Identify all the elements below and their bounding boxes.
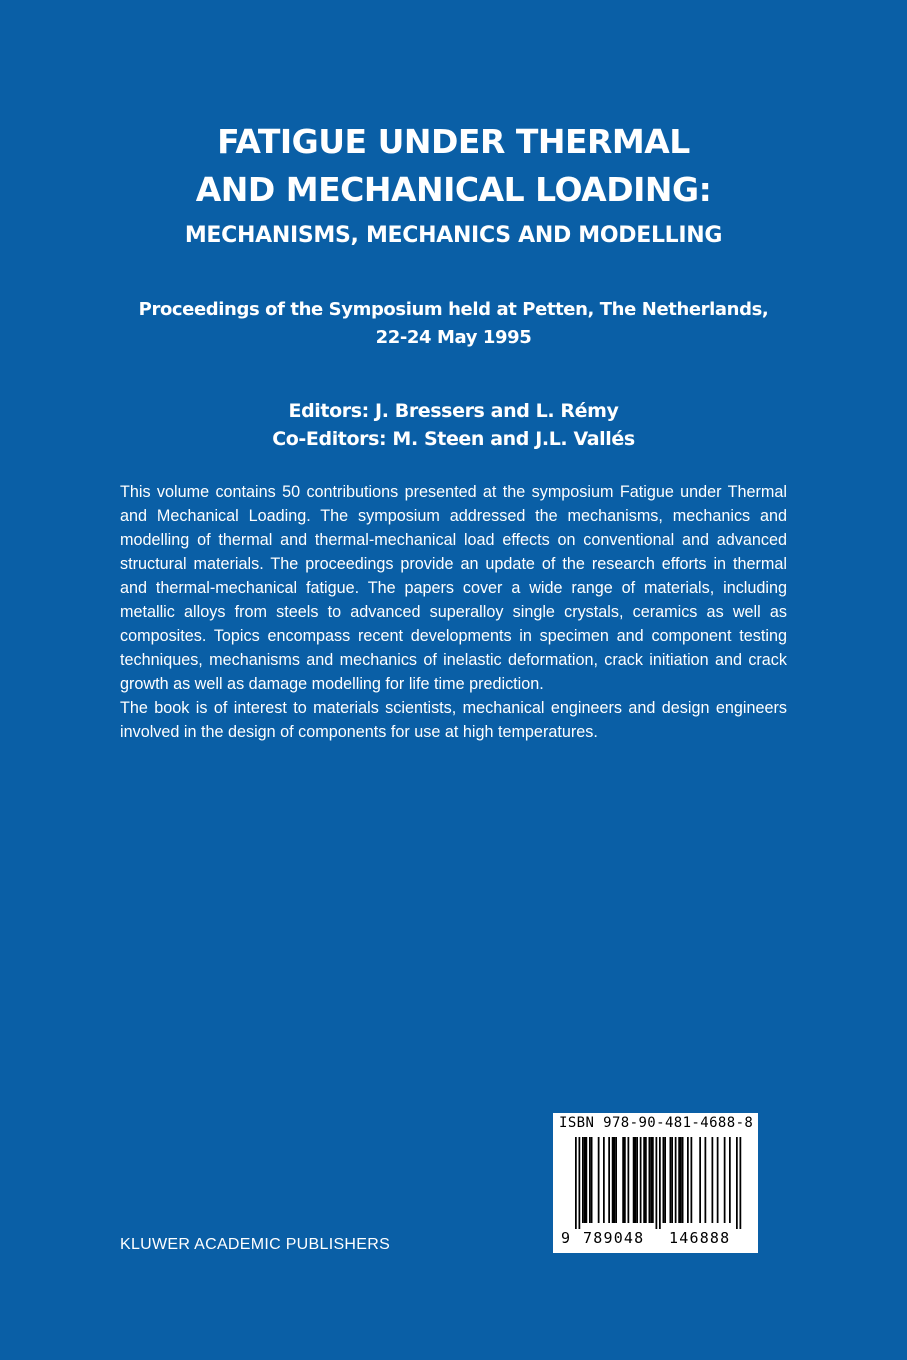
barcode-bar [584,1137,586,1223]
barcode-bar [591,1137,593,1223]
ean-digits [553,1229,758,1251]
barcode-bar [699,1137,701,1223]
barcode-bar [680,1137,682,1223]
barcode-bar [628,1137,630,1223]
barcode-bars [553,1137,758,1229]
barcode-bar [589,1137,591,1223]
proceedings-dates: 22-24 May 1995 [375,327,532,348]
barcode-bar [659,1137,661,1229]
barcode-bar [652,1137,654,1223]
co-editors-line: Co-Editors: M. Steen and J.L. Vallés [272,428,635,450]
barcode-bar [612,1137,614,1223]
barcode-bar [598,1137,600,1223]
barcode-bar [643,1137,645,1223]
barcode-bar [671,1137,673,1223]
book-subtitle: MECHANISMS, MECHANICS AND MODELLING [184,223,723,248]
ean-first-digit: 9 [561,1229,571,1247]
barcode-bar [691,1137,693,1223]
barcode-bar [678,1137,680,1223]
editors-block [0,397,907,453]
barcode-bar [687,1137,689,1223]
publisher-name: KLUWER ACADEMIC PUBLISHERS [120,1236,391,1253]
barcode-bar [622,1137,624,1223]
barcode-bar [645,1137,647,1223]
barcode-bar [650,1137,652,1223]
ean-right-group: 146888 [669,1229,731,1247]
ean-left-group: 789048 [583,1229,645,1247]
barcode-bar [608,1137,610,1223]
title-block [0,118,907,256]
barcode-bar [579,1137,581,1229]
book-title-line-1: FATIGUE UNDER THERMAL [217,122,690,161]
barcode-bar [740,1137,742,1229]
barcode-bar [640,1137,642,1223]
barcode-bar [633,1137,635,1223]
barcode-bar [614,1137,616,1223]
barcode-bar [712,1137,714,1223]
barcode-bar [729,1137,731,1223]
barcode-bar [705,1137,707,1223]
barcode-bar [636,1137,638,1223]
barcode-bar [736,1137,738,1229]
barcode-bar [575,1137,577,1229]
barcode-bar [717,1137,719,1223]
barcode-bar [603,1137,605,1223]
barcode-bar [624,1137,626,1223]
barcode-bar [649,1137,651,1223]
proceedings-line-1: Proceedings of the Symposium held at Petten, The Netherlands, [138,299,769,320]
isbn-barcode [553,1113,758,1253]
barcode-bar [664,1137,666,1223]
proceedings-info [0,296,907,352]
description-paragraph-2: The book is of interest to materials scientists, mechanical engineers and design engineers involved in the design of components for use at high temperatures. [120,699,787,741]
barcode-bar [582,1137,584,1223]
editors-line: Editors: J. Bressers and L. Rémy [288,400,619,422]
barcode-bar [615,1137,617,1223]
description-paragraph-1: This volume contains 50 contributions presented at the symposium Fatigue under Thermal and Mechanical Loading. The symposium addressed the mechanisms, mechanics and modelling of thermal and thermal-mechanical load effects on conventional and advanced structural materials. The proceedings provide an update of the research efforts in thermal and thermal-mechanical fatigue. The papers cover a wide range of materials, including metallic alloys from steels to advanced superalloy single crystals, ceramics as well as composites. Topics encompass recent developments in specimen and component testing techniques, mechanisms and mechanics of inelastic deformation, crack initiation and crack growth as well as damage modelling for life time prediction. [120,483,787,693]
barcode-bar [670,1137,672,1223]
barcode-bar [682,1137,684,1223]
book-title-line-2: AND MECHANICAL LOADING: [195,170,712,209]
barcode-bar [724,1137,726,1223]
barcode-bar [635,1137,637,1223]
book-description [120,480,787,744]
barcode-bar [656,1137,658,1229]
barcode-bar [675,1137,677,1223]
isbn-label: ISBN 978-90-481-4688-8 [559,1115,754,1131]
barcode-bar [663,1137,665,1223]
barcode-bar [586,1137,588,1223]
